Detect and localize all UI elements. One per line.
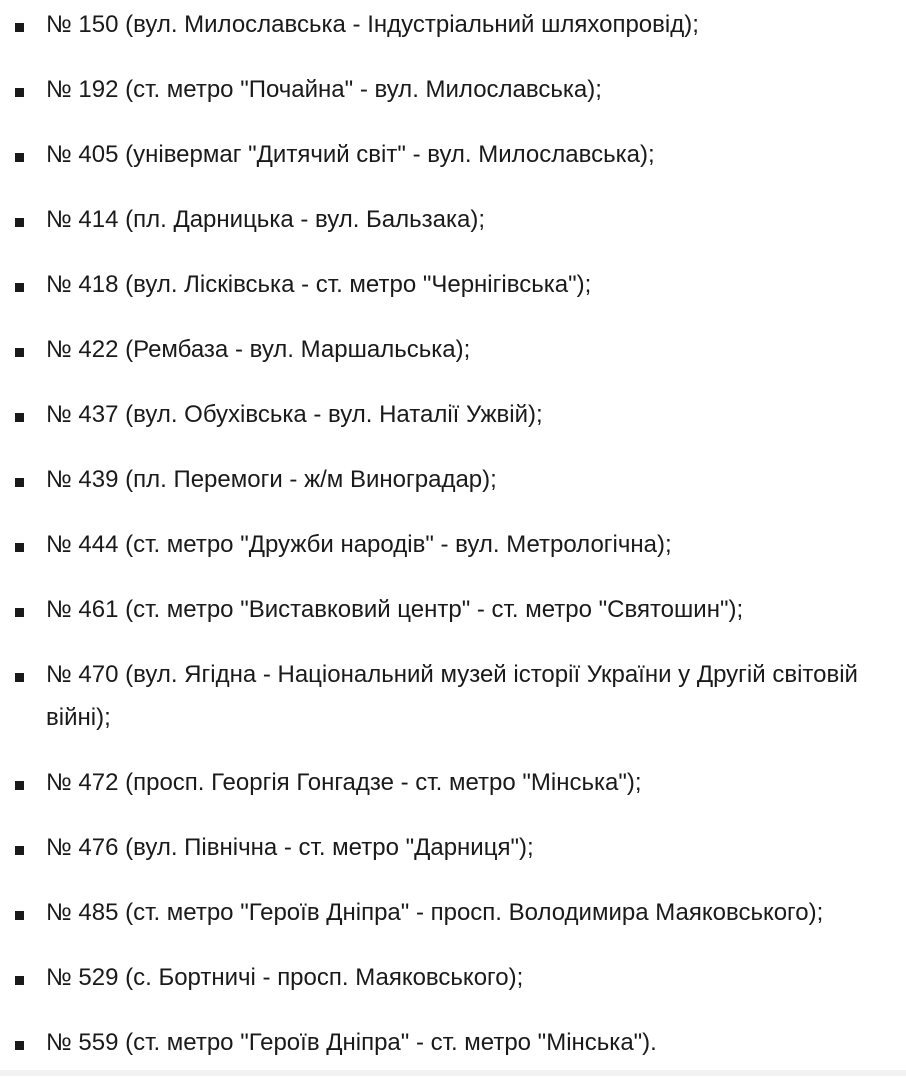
route-text: № 472 (просп. Георгія Гонгадзе - ст. метро "Мінська"); [46,769,642,796]
square-bullet-icon [15,1041,24,1050]
route-text: № 439 (пл. Перемоги - ж/м Виноградар); [46,466,497,493]
square-bullet-icon [15,348,24,357]
list-item [0,198,906,241]
list-item [0,3,906,46]
square-bullet-icon [15,218,24,227]
route-text: № 405 (універмаг "Дитячий світ" - вул. Милославська); [46,141,655,168]
square-bullet-icon [15,88,24,97]
route-text: № 150 (вул. Милославська - Індустріальний шляхопровід); [46,11,699,38]
square-bullet-icon [15,153,24,162]
list-item [0,393,906,436]
list-item [0,826,906,869]
list-item [0,588,906,631]
square-bullet-icon [15,976,24,985]
square-bullet-icon [15,781,24,790]
route-text: № 437 (вул. Обухівська - вул. Наталії Ужвій); [46,401,543,428]
list-item [0,891,906,934]
list-item [0,68,906,111]
list-item [0,653,906,739]
route-text: № 444 (ст. метро "Дружби народів" - вул. Метрологічна); [46,531,672,558]
route-text: № 418 (вул. Лісківська - ст. метро "Чернігівська"); [46,271,592,298]
list-item [0,956,906,999]
square-bullet-icon [15,413,24,422]
page-bottom-edge [0,1070,906,1076]
list-item [0,458,906,501]
route-text: № 529 (с. Бортничі - просп. Маяковського); [46,964,524,991]
square-bullet-icon [15,846,24,855]
route-text: № 559 (ст. метро "Героїв Дніпра" - ст. метро "Мінська"). [46,1029,657,1056]
route-text: № 461 (ст. метро "Виставковий центр" - ст. метро "Святошин"); [46,596,744,623]
route-text: № 414 (пл. Дарницька - вул. Бальзака); [46,206,486,233]
route-text: № 476 (вул. Північна - ст. метро "Дарниця"); [46,834,534,861]
route-text: № 485 (ст. метро "Героїв Дніпра" - просп. Володимира Маяковського); [46,899,824,926]
route-text: № 422 (Рембаза - вул. Маршальська); [46,336,471,363]
square-bullet-icon [15,23,24,32]
route-text: № 470 (вул. Ягідна - Національний музей історії України у Другій світовій війні); [46,661,858,731]
square-bullet-icon [15,478,24,487]
square-bullet-icon [15,673,24,682]
square-bullet-icon [15,608,24,617]
list-item [0,1021,906,1064]
square-bullet-icon [15,283,24,292]
list-item [0,523,906,566]
list-item [0,761,906,804]
square-bullet-icon [15,543,24,552]
list-item [0,263,906,306]
square-bullet-icon [15,911,24,920]
route-text: № 192 (ст. метро "Почайна" - вул. Милославська); [46,76,602,103]
list-item [0,133,906,176]
list-item [0,328,906,371]
